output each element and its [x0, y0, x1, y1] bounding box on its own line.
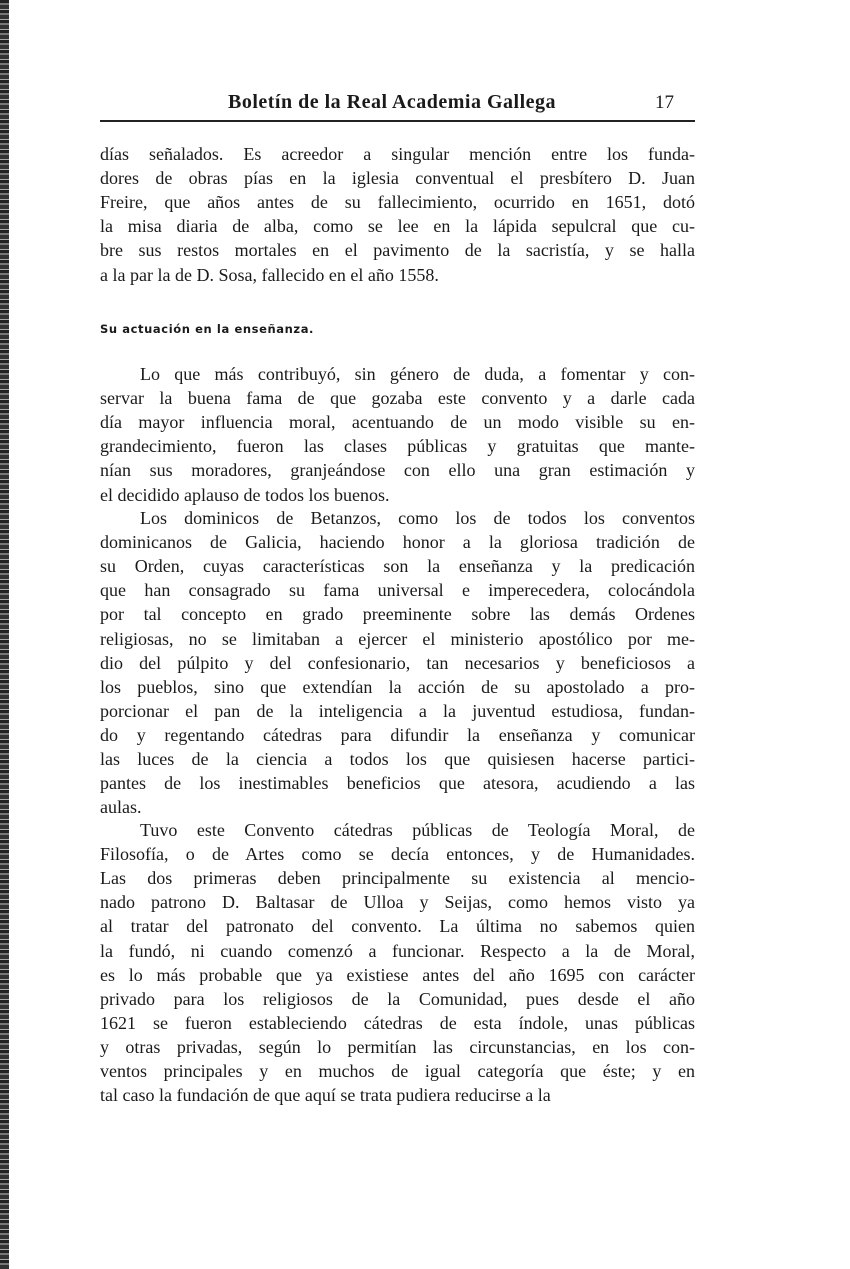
text-line: las luces de la ciencia a todos los que quisiesen hacerse partici- — [100, 749, 695, 769]
text-line: porcionar el pan de la inteligencia a la juventud estudiosa, fundan- — [100, 700, 695, 721]
text-line: días señalados. Es acreedor a singular mención entre los funda- — [100, 144, 695, 164]
text-line: dores de obras pías en la iglesia conventual el presbítero D. Juan — [100, 168, 695, 189]
text-line: la fundó, ni cuando comenzó a funcionar. Respecto a la de Moral, — [100, 940, 695, 961]
text-line: dominicanos de Galicia, haciendo honor a la gloriosa tradición de — [100, 532, 695, 553]
text-line: día mayor influencia moral, acentuando de un modo visible su en- — [100, 412, 695, 433]
text-line: es lo más probable que ya existiese antes del año 1695 con carácter — [100, 964, 695, 985]
page-number: 17 — [655, 92, 674, 113]
text-line: nado patrono D. Baltasar de Ulloa y Seijas, como hemos visto ya — [100, 892, 695, 913]
text-line: 1621 se fueron estableciendo cátedras de esta índole, unas públicas — [100, 1012, 695, 1033]
header-rule — [100, 120, 695, 122]
text-line: Los dominicos de Betanzos, como los de todos los conventos — [140, 508, 695, 528]
text-line: dio del púlpito y del confesionario, tan necesarios y beneficiosos a — [100, 652, 695, 673]
text-line: do y regentando cátedras para difundir la enseñanza y comunicar — [100, 724, 695, 745]
text-line: bre sus restos mortales en el pavimento de la sacristía, y se halla — [100, 240, 695, 261]
section-heading: Su actuación en la enseñanza. — [100, 322, 315, 336]
text-line: grandecimiento, fueron las clases públicas y gratuitas que mante- — [100, 436, 695, 457]
text-line: privado para los religiosos de la Comunidad, pues desde el año — [100, 988, 695, 1009]
running-head: Boletín de la Real Academia Gallega — [228, 91, 557, 113]
text-line: los pueblos, sino que extendían la acción de su apostolado a pro- — [100, 676, 695, 697]
text-line: y otras privadas, según lo permitían las circunstancias, en los con- — [100, 1036, 695, 1057]
text-line: a la par la de D. Sosa, fallecido en el año 1558. — [100, 264, 439, 285]
text-line: por tal concepto en grado preeminente sobre las demás Ordenes — [100, 604, 695, 625]
text-line: al tratar del patronato del convento. La última no sabemos quien — [100, 916, 695, 937]
text-line: pantes de los inestimables beneficios que atesora, acudiendo a las — [100, 773, 695, 794]
text-line: su Orden, cuyas características son la enseñanza y la predicación — [100, 556, 695, 577]
text-line: la misa diaria de alba, como se lee en la lápida sepulcral que cu- — [100, 216, 695, 237]
text-line: nían sus moradores, granjeándose con ello una gran estimación y — [100, 460, 695, 481]
text-line: Tuvo este Convento cátedras públicas de Teología Moral, de — [140, 820, 695, 840]
text-line: tal caso la fundación de que aquí se trata pudiera reducirse a la — [100, 1085, 551, 1106]
text-line: Freire, que años antes de su fallecimiento, ocurrido en 1651, dotó — [100, 192, 695, 213]
text-line: Lo que más contribuyó, sin género de duda, a fomentar y con- — [140, 364, 695, 384]
text-line: Filosofía, o de Artes como se decía entonces, y de Humanidades. — [100, 844, 695, 865]
text-line: aulas. — [100, 797, 142, 818]
text-line: servar la buena fama de que gozaba este convento y a darle cada — [100, 388, 695, 409]
scan-edge — [0, 0, 9, 1269]
text-line: ventos principales y en muchos de igual categoría que éste; y en — [100, 1061, 695, 1081]
text-line: el decidido aplauso de todos los buenos. — [100, 484, 390, 505]
text-line: religiosas, no se limitaban a ejercer el ministerio apostólico por me- — [100, 628, 695, 649]
text-line: que han consagrado su fama universal e imperecedera, colocándola — [100, 580, 695, 601]
text-line: Las dos primeras deben principalmente su existencia al mencio- — [100, 868, 695, 889]
